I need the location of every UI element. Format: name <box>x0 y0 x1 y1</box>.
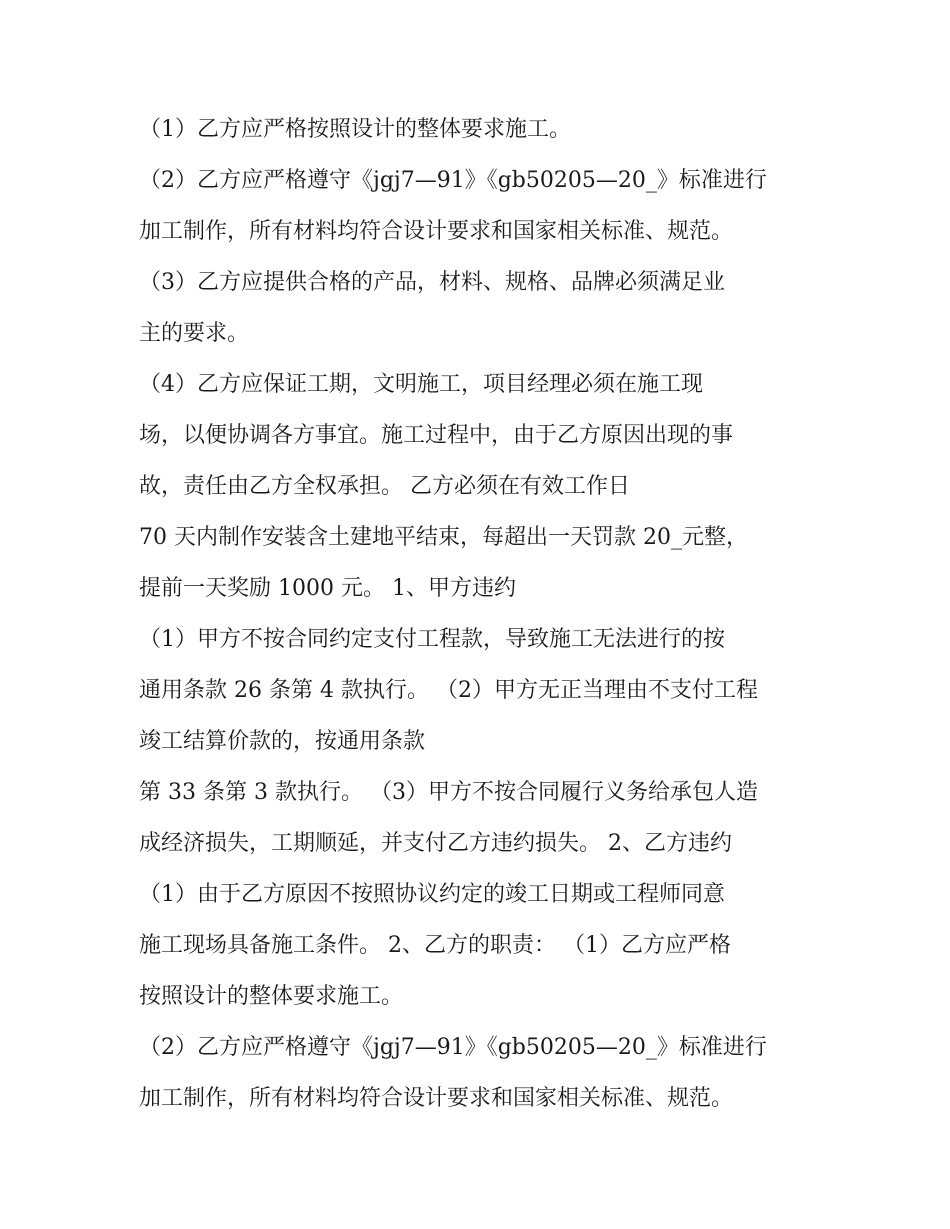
text-line-15: 成经济损失，工期顺延，并支付乙方违约损失。 2、乙方违约 <box>139 831 732 856</box>
text-line-9: 70 天内制作安装含土建地平结束，每超出一天罚款 20_元整， <box>139 525 748 550</box>
text-line-6: （4）乙方应保证工期，文明施工，项目经理必须在施工现 <box>139 372 703 397</box>
text-line-14: 第 33 条第 3 款执行。 （3）甲方不按合同履行义务给承包人造 <box>139 780 758 805</box>
text-line-3: 加工制作，所有材料均符合设计要求和国家相关标准、规范。 <box>139 219 734 244</box>
text-line-16: （1）由于乙方原因不按照协议约定的竣工日期或工程师同意 <box>139 882 725 907</box>
text-line-20: 加工制作，所有材料均符合设计要求和国家相关标准、规范。 <box>139 1086 734 1111</box>
text-line-2: （2）乙方应严格遵守《jgj7—91》《gb50205—20_》标准进行 <box>139 168 767 193</box>
text-line-11: （1）甲方不按合同约定支付工程款，导致施工无法进行的按 <box>139 627 725 652</box>
text-line-18: 按照设计的整体要求施工。 <box>139 984 404 1009</box>
text-line-10: 提前一天奖励 1000 元。 1、甲方违约 <box>139 576 516 601</box>
text-line-19: （2）乙方应严格遵守《jgj7—91》《gb50205—20_》标准进行 <box>139 1035 767 1060</box>
text-line-7: 场，以便协调各方事宜。施工过程中，由于乙方原因出现的事 <box>139 423 734 448</box>
text-line-13: 竣工结算价款的，按通用条款 <box>139 729 426 754</box>
contract-text-block <box>139 104 829 1124</box>
text-line-8: 故，责任由乙方全权承担。 乙方必须在有效工作日 <box>139 474 630 499</box>
text-line-17: 施工现场具备施工条件。 2、乙方的职责： （1）乙方应严格 <box>139 933 731 958</box>
text-line-12: 通用条款 26 条第 4 款执行。 （2）甲方无正当理由不支付工程 <box>139 678 758 703</box>
text-line-4: （3）乙方应提供合格的产品，材料、规格、品牌必须满足业 <box>139 270 725 295</box>
text-line-5: 主的要求。 <box>139 321 250 346</box>
text-line-1: （1）乙方应严格按照设计的整体要求施工。 <box>139 117 571 142</box>
